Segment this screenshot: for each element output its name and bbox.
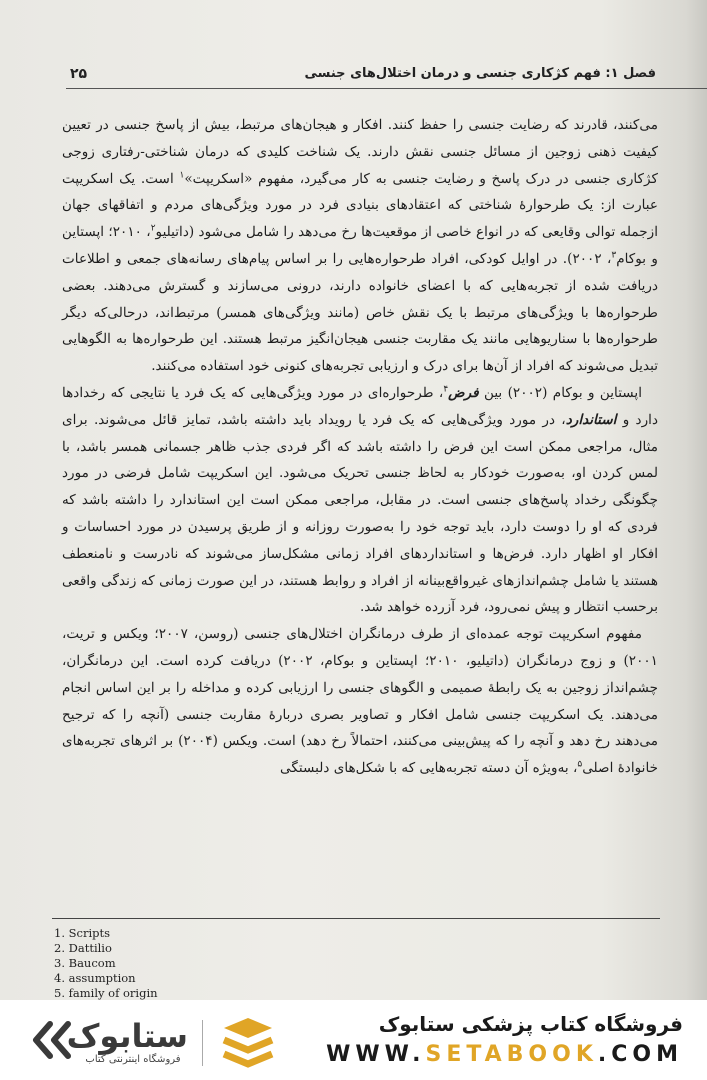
page-header xyxy=(70,64,656,86)
page-number: ۲۵ xyxy=(70,66,88,82)
footnote-1: 1. Scripts xyxy=(54,926,111,940)
footnote-mark-3: ۳ xyxy=(611,250,617,261)
term-standard: استاندارد xyxy=(565,411,617,428)
footnote-divider xyxy=(52,918,660,919)
store-title: فروشگاه کتاب پزشکی ستابوک xyxy=(378,1012,683,1036)
store-banner xyxy=(0,1000,707,1080)
footnote-mark-4: ۴ xyxy=(443,384,449,395)
footnote-mark-5: ۵ xyxy=(577,759,583,770)
term-assumption: فرض xyxy=(448,384,479,401)
chapter-title: فصل ۱: فهم کژکاری جنسی و درمان اختلال‌های جنسی xyxy=(304,66,656,81)
logo-wordmark: ستابوک xyxy=(66,1017,188,1055)
paragraph-1: می‌کنند، قادرند که رضایت جنسی را حفظ کنند. افکار و هیجان‌های مرتبط، بیش از پاسخ جنسی در تعیین کیفیت ذهنی زوجین از مسائل جنسی نقش دارند. یک شناخت کلیدی که درمان شناختی-رفتاری زوجی کژکاری جنسی در درک پاسخ و رضایت جنسی به کار می‌گیرد، مفهوم «اسکریپت»$^۱$ است. یک اسکریپت عبارت از: یک طرحوارهٔ شناختی که اعتقادهای بنیادی فرد در مورد ویژگی‌های مردم و اتفاقهای جهان ازجمله توالی وقایعی که در انواع خاصی از موقعیت‌ها رخ می‌دهد را شامل می‌شود (داتیلیو$^۲$، ۲۰۱۰؛ اپستاین و بوکام$^۳$، ۲۰۰۲). در اوایل کودکی، افراد طرحواره‌هایی را بر اساس پیام‌های رسانه‌های جمعی و اطلاعات دریافت شده از تجربه‌هایی که با اعضای خانواده دارند، درونی می‌سازند و گسترش می‌دهند. بعضی طرحواره‌ها با ویژگی‌های مرتبط با یک نقش خاص (مانند ویژگی‌های همسر) مرتبط‌اند، درحالی‌که دیگر طرحواره‌ها با سناریوهایی مانند یک مقاربت جنسی هیجان‌انگیز مرتبط هستند. این طرحواره‌ها به الگوهایی تبدیل می‌شوند که افراد از آن‌ها برای درک و ارزیابی تجربه‌های کنونی خود استفاده می‌کنند. xyxy=(62,117,658,375)
footnote-mark-1: ۱ xyxy=(179,170,185,181)
footnote-4: 4. assumption xyxy=(54,971,136,985)
body-text xyxy=(62,112,658,782)
footnote-5: 5. family of origin xyxy=(54,986,158,1000)
footnote-mark-2: ۲ xyxy=(150,223,156,234)
logo-divider xyxy=(202,1020,203,1066)
paragraph-3: مفهوم اسکریپت توجه عمده‌ای از طرف درمانگران اختلال‌های جنسی (روسن، ۲۰۰۷؛ ویکس و تریت، ۲۰۰۱) و زوج درمانگران (داتیلیو، ۲۰۱۰؛ اپستاین و بوکام، ۲۰۰۲) دریافت کرده است. این درمانگران، چشم‌انداز زوجین به یک رابطهٔ صمیمی و الگوهای جنسی را ارزیابی کرده و مداخله را بر این اساس انجام می‌دهند. یک اسکریپت جنسی شامل افکار و تصاویر بصری دربارهٔ مقاربت جنسی (آنچه را که ترجیح می‌دهند رخ دهد و آنچه را که پیش‌بینی می‌کنند، احتمالاً رخ دهد) است. ویکس (۲۰۰۴) بر اثرهای تجربه‌های خانوادهٔ اصلی$^۵$، به‌ویژه آن دسته تجربه‌هایی که با شکل‌های دلبستگی xyxy=(62,626,658,777)
header-divider xyxy=(66,88,707,89)
store-logo[interactable] xyxy=(30,1014,275,1070)
store-url[interactable]: WWW.SETABOOK.COM xyxy=(326,1042,683,1067)
book-stack-icon xyxy=(220,1016,276,1070)
footnotes xyxy=(54,926,354,1000)
footnote-2: 2. Dattilio xyxy=(54,941,112,955)
paragraph-2: اپستاین و بوکام (۲۰۰۲) بین فرض$^۴$، طرحواره‌ای در مورد ویژگی‌هایی که یک فرد یا نتایجی که رخدادها دارد و استاندارد، در مورد ویژگی‌هایی که یک فرد یا رویداد باید داشته باشد، تمایز قائل می‌شوند. برای مثال، مراجعی ممکن است این فرض را داشته باشد که اگر فردی جذب ظاهر جسمانی همسر باشد، با لمس کردن او، به‌صورت خودکار به لحاظ جنسی تحریک می‌شود. این اسکریپت شامل فرضی در مورد چگونگی رخداد پاسخ‌های جنسی است. در مقابل، مراجعی ممکن است این استاندارد را داشته باشد که فردی که او را دوست دارد، باید توجه خود را به‌صورت روزانه و از طریق پرسیدن در مورد احساسات و افکار او اظهار دارد. فرض‌ها و استانداردهای افراد زمانی مشکل‌ساز می‌شوند که نادرست و نامنعطف هستند یا شامل چشم‌اندازهای غیرواقع‌بینانه از افراد و روابط هستند، در این صورت زمانی که زندگی واقعی برحسب انتظار و پیش نمی‌رود، فرد آزرده خواهد شد. xyxy=(62,384,658,616)
logo-subtitle: فروشگاه اینترنتی کتاب xyxy=(85,1054,181,1065)
footnote-3: 3. Baucom xyxy=(54,956,116,970)
